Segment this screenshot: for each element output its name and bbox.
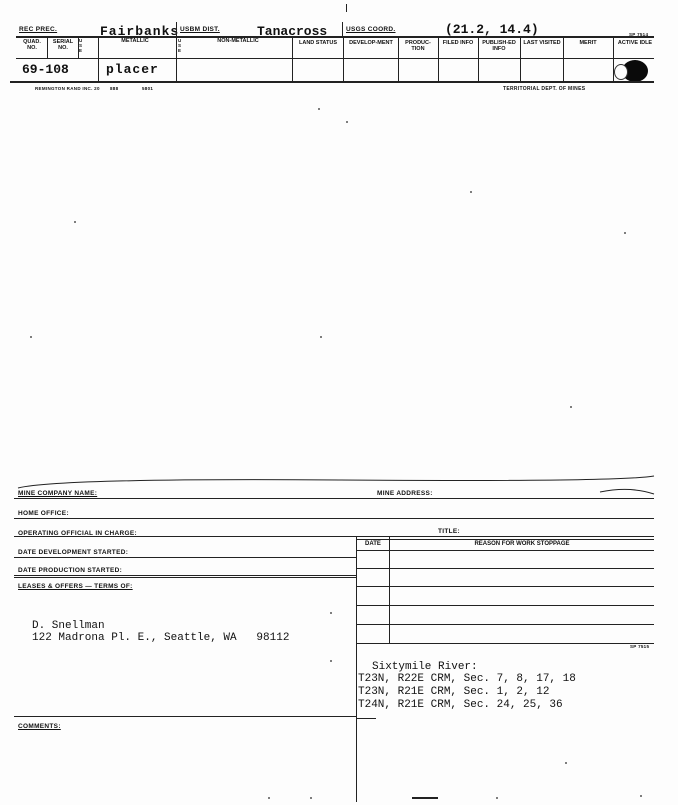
form-number-2: SP 7515 (630, 644, 650, 649)
col-land-status: LAND STATUS (299, 40, 337, 46)
col-production: PRODUC-TION (405, 40, 431, 52)
col-filed-info: FILED INFO (442, 40, 474, 46)
home-office-label: HOME OFFICE: (18, 510, 69, 517)
reason-col-label: REASON FOR WORK STOPPAGE (474, 541, 570, 547)
record-serial: 69-108 (22, 62, 69, 77)
mine-address-label: MINE ADDRESS: (377, 490, 433, 497)
location-line-2: T23N, R21E CRM, Sec. 1, 2, 12 (358, 686, 550, 698)
rec-prec-label: REC PREC. (19, 26, 58, 33)
card-edge (0, 470, 678, 500)
col-merit: MERIT (579, 40, 597, 46)
col-last-visited: LAST VISITED (523, 40, 561, 46)
col-active-idle: ACTIVE IDLE (617, 40, 653, 46)
col-use-code: U S E (79, 38, 83, 53)
mine-company-label: MINE COMPANY NAME: (18, 490, 98, 497)
col-published-info: PUBLISH-ED INFO (482, 40, 516, 52)
form-number: SP 7514 (629, 32, 649, 37)
col-use-code-2: U S E (178, 38, 182, 53)
usbm-dist-value: Tanacross (257, 24, 328, 39)
col-quad-no: QUAD. NO. (23, 39, 41, 51)
date-dev-label: DATE DEVELOPMENT STARTED: (18, 549, 129, 556)
comments-label: COMMENTS: (18, 723, 61, 730)
location-line-3: T24N, R21E CRM, Sec. 24, 25, 36 (358, 699, 563, 711)
owner-name: D. Snellman (32, 620, 105, 632)
col-metallic: METALLIC (121, 38, 149, 44)
date-col-label: DATE (365, 541, 381, 547)
col-serial-no: SERIAL NO. (52, 39, 74, 51)
col-non-metallic: NON-METALLIC (217, 38, 259, 44)
printer-code-2: 5801 (142, 86, 154, 91)
rec-prec-value: Fairbanks (100, 24, 180, 39)
date-prod-label: DATE PRODUCTION STARTED: (18, 567, 123, 574)
title-label: TITLE: (438, 528, 461, 535)
owner-address: 122 Madrona Pl. E., Seattle, WA 98112 (32, 632, 290, 644)
location-river: Sixtymile River: (372, 661, 478, 673)
leases-label: LEASES & OFFERS — TERMS OF: (18, 583, 133, 590)
printer-code-1: 888 (110, 86, 119, 91)
usgs-coord-value: (21.2, 14.4) (445, 22, 539, 37)
usgs-coord-label: USGS COORD. (346, 26, 396, 33)
usbm-dist-label: USBM DIST. (180, 26, 220, 33)
col-development: DEVELOP-MENT (349, 40, 393, 46)
printer-label: REMINGTON RAND INC. 20 (35, 86, 100, 91)
operating-official-label: OPERATING OFFICIAL IN CHARGE: (18, 530, 137, 537)
location-line-1: T23N, R22E CRM, Sec. 7, 8, 17, 18 (358, 673, 576, 685)
department-label: TERRITORIAL DEPT. OF MINES (503, 86, 586, 92)
record-metallic: placer (106, 62, 159, 77)
